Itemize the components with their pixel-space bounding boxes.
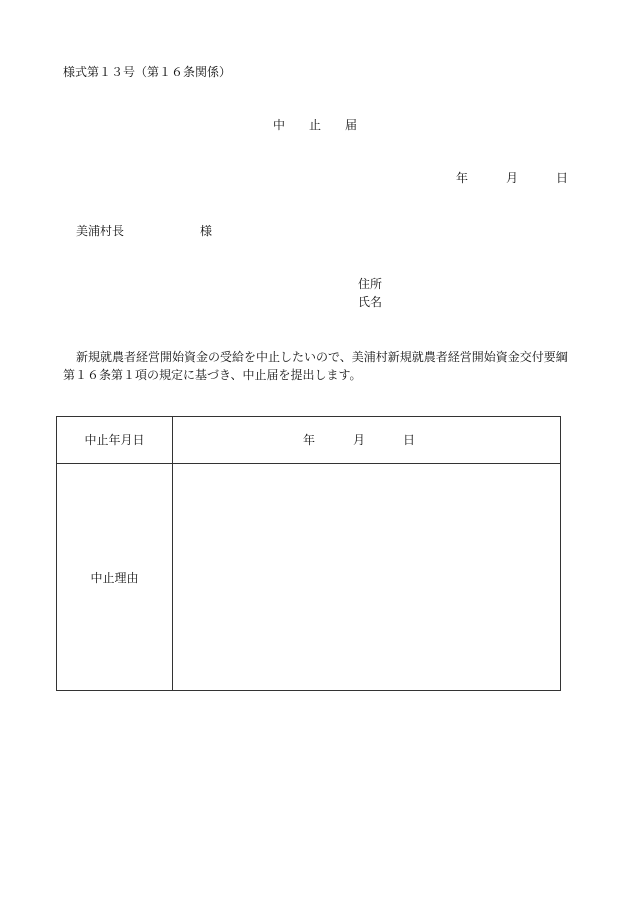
date-month-label: 月 [506, 171, 519, 185]
addressee-honorific: 様 [200, 224, 213, 238]
form-number: 様式第１３号（第１６条関係） [63, 65, 232, 79]
title-char-1: 中 [273, 118, 286, 132]
title-char-3: 届 [345, 118, 358, 132]
date-day-label: 日 [556, 171, 569, 185]
cancel-reason-label: 中止理由 [90, 571, 139, 585]
document-title [273, 119, 357, 131]
addressee-name: 美浦村長 [76, 224, 125, 238]
cancel-date-label: 中止年月日 [84, 433, 145, 447]
title-char-2: 止 [309, 118, 322, 132]
applicant-name-label: 氏名 [358, 295, 383, 309]
body-paragraph: 新規就農者経営開始資金の受給を中止したいので、美浦村新規就農者経営開始資金交付要綱第１６条第１項の規定に基づき、中止届を提出します。 [63, 350, 568, 382]
date-year-label: 年 [456, 171, 469, 185]
cancel-date-year: 年 [303, 433, 316, 447]
cancel-date-day: 日 [403, 433, 416, 447]
cancellation-form-table [56, 416, 561, 691]
applicant-address-label: 住所 [358, 277, 383, 291]
cancel-reason-field[interactable] [173, 464, 560, 690]
cancel-date-month: 月 [353, 433, 366, 447]
